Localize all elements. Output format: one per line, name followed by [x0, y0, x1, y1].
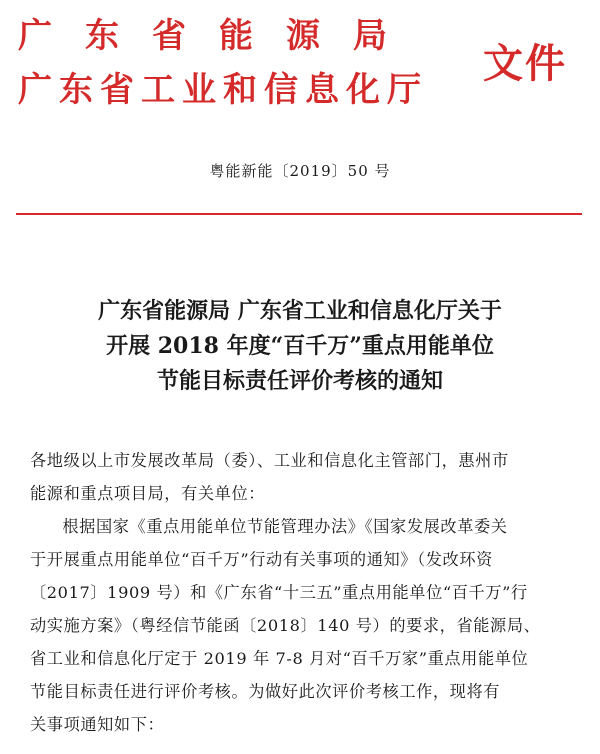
title-line: 节能目标责任评价考核的通知 — [156, 368, 443, 394]
red-masthead — [0, 0, 600, 115]
addressee — [30, 444, 586, 510]
body-line: 关事项通知如下： — [30, 715, 165, 734]
issuer-industry-department: 广东省工业和信息化厅 — [18, 70, 428, 110]
red-divider — [16, 213, 582, 215]
document-body — [30, 444, 586, 741]
body-line: 动实施方案》（粤经信节能函〔2018〕140 号）的要求，省能源局、 — [30, 616, 541, 635]
issuer-energy-bureau: 广东省能源局 — [18, 16, 420, 56]
body-line: 各地级以上市发展改革局（委）、工业和信息化主管部门，惠州市 — [30, 451, 509, 470]
document-title — [20, 294, 580, 399]
body-line: 于开展重点用能单位“百千万”行动有关事项的通知》（发改环资 — [30, 550, 493, 569]
title-line: 广东省能源局 广东省工业和信息化厅关于 — [98, 298, 502, 324]
body-line: 〔2017〕1909 号）和《广东省“十三五”重点用能单位“百千万”行 — [30, 583, 528, 602]
title-line: 开展 2018 年度“百千万”重点用能单位 — [106, 333, 494, 359]
document-label: 文件 — [483, 41, 567, 87]
body-line: 能源和重点项目局，有关单位： — [30, 484, 266, 503]
body-line: 节能目标责任进行评价考核。为做好此次评价考核工作，现将有 — [30, 682, 501, 701]
body-line: 省工业和信息化厅定于 2019 年 7-8 月对“百千万家”重点用能单位 — [30, 649, 529, 668]
opening-paragraph — [30, 510, 586, 741]
document-number: 粤能新能〔2019〕50 号 — [209, 162, 391, 180]
body-line: 根据国家《重点用能单位节能管理办法》《国家发展改革委关 — [62, 517, 508, 536]
